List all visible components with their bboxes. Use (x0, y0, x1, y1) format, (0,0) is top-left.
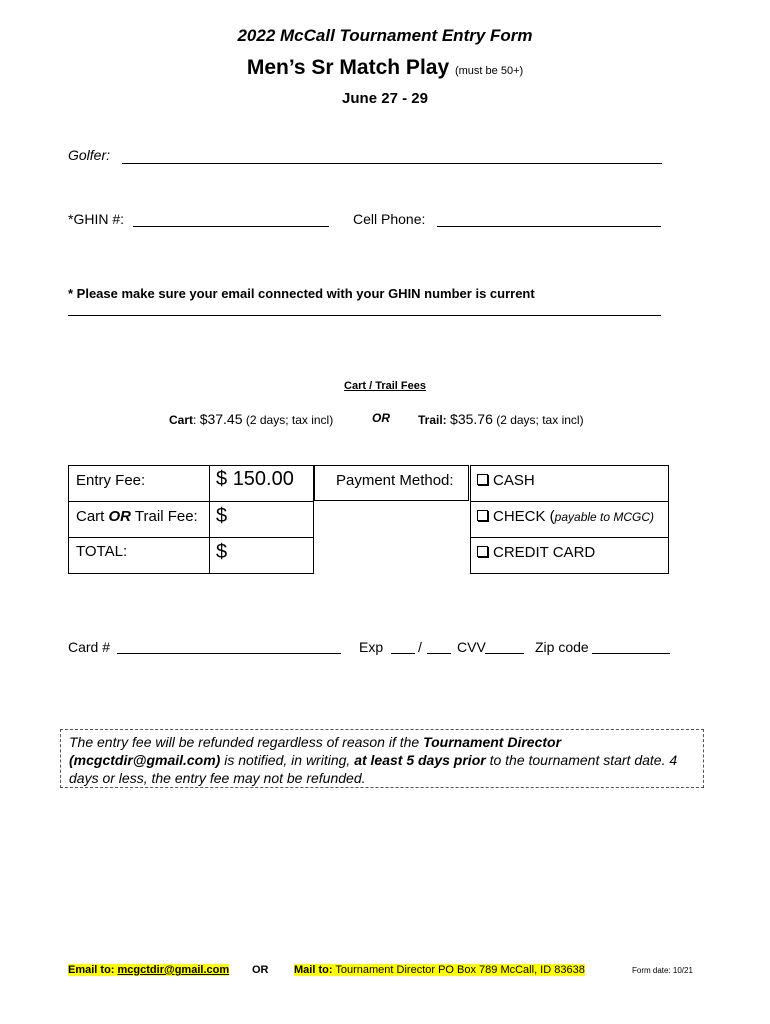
golfer-label: Golfer: (68, 147, 111, 163)
footer-email: Email to: mcgctdir@gmail.com (68, 964, 230, 976)
fee-table-col-divider (209, 465, 210, 574)
exp-year-field[interactable] (427, 653, 451, 654)
cart-trail-fee-label (76, 508, 198, 525)
cvv-field[interactable] (485, 653, 524, 654)
footer-email-label: Email to (68, 964, 111, 976)
card-number-label: Card # (68, 639, 111, 655)
email-note-line (68, 315, 661, 316)
footer-mail: Mail to: Tournament Director PO Box 789 McCall, ID 83638 (294, 964, 585, 976)
option-credit[interactable] (477, 544, 595, 561)
cell-phone-label: Cell Phone: (353, 211, 426, 227)
option-check-note: payable to MCGC) (554, 510, 655, 524)
cart-fee: Cart: $37.45 (2 days; tax incl) (169, 411, 334, 427)
credit-checkbox[interactable] (477, 546, 488, 557)
footer-email-address[interactable]: mcgctdir@gmail.com (117, 964, 230, 976)
cart-trail-pre: Cart (76, 508, 109, 525)
cvv-label: CVV (457, 639, 486, 655)
exp-month-field[interactable] (391, 653, 415, 654)
cart-fee-label: Cart (169, 413, 194, 427)
form-title: 2022 McCall Tournament Entry Form (237, 26, 533, 45)
entry-fee-value: 150.00 (232, 468, 294, 490)
footer-or: OR (252, 964, 269, 976)
zip-field[interactable] (592, 653, 670, 654)
payment-method-label: Payment Method: (336, 472, 454, 489)
option-check-label: CHECK ( (493, 508, 555, 525)
email-note: * Please make sure your email connected with your GHIN number is current (68, 286, 535, 301)
cart-trail-or: OR (108, 508, 132, 525)
cart-trail-dollar: $ (216, 505, 228, 527)
option-check[interactable] (477, 508, 654, 525)
fee-table-divider-2 (68, 537, 314, 538)
payment-options-divider-1 (470, 501, 669, 502)
entry-fee-dollar: $ (216, 468, 228, 490)
ghin-field[interactable] (133, 226, 329, 227)
cart-trail-post: Trail Fee: (131, 508, 198, 525)
cash-checkbox[interactable] (477, 474, 488, 485)
check-checkbox[interactable] (477, 510, 488, 521)
option-cash-label: CASH (493, 472, 535, 489)
refund-deadline: at least 5 days prior (354, 752, 486, 768)
total-label: TOTAL: (76, 543, 128, 560)
entry-fee-label: Entry Fee: (76, 472, 146, 489)
fees-or: OR (372, 411, 390, 425)
cart-fee-detail: (2 days; tax incl) (245, 413, 334, 427)
card-number-field[interactable] (117, 653, 341, 654)
option-cash[interactable] (477, 472, 535, 489)
footer-mail-label: Mail to (294, 964, 329, 976)
refund-text-2: is notified, in writing, (220, 752, 355, 768)
form-date: Form date: 10/21 (632, 966, 693, 975)
refund-text-1: The entry fee will be refunded regardless of reason if the (69, 734, 424, 750)
exp-separator: / (418, 639, 422, 655)
trail-fee-label: Trail: (418, 413, 447, 427)
zip-label: Zip code (535, 639, 589, 655)
cart-fee-price: $37.45 (199, 411, 243, 427)
total-dollar: $ (216, 541, 228, 563)
footer-mail-address: Tournament Director PO Box 789 McCall, ID 83638 (335, 964, 585, 976)
ghin-label: *GHIN #: (68, 211, 125, 227)
event-name: Men’s Sr Match Play (246, 56, 450, 79)
option-credit-label: CREDIT CARD (493, 544, 596, 561)
trail-fee-detail: (2 days; tax incl) (496, 413, 584, 427)
payment-options-divider-2 (470, 537, 669, 538)
trail-fee (418, 411, 584, 427)
refund-notice (60, 729, 704, 788)
refund-director: Tournament Director (mcgctdir@gmail.com) (69, 734, 562, 768)
fees-heading: Cart / Trail Fees (344, 380, 426, 392)
refund-text-3: to the tournament start date. 4 days or less, the entry fee may not be refunded. (69, 752, 678, 786)
trail-fee-price: $35.76 (450, 411, 493, 427)
event-dates: June 27 - 29 (342, 90, 428, 107)
cell-phone-field[interactable] (437, 226, 661, 227)
fee-table-divider-1 (68, 501, 314, 502)
golfer-field[interactable] (122, 163, 662, 164)
event-title (0, 56, 770, 80)
event-note: (must be 50+) (454, 65, 524, 77)
entry-fee-amount (216, 468, 294, 491)
exp-label: Exp (359, 639, 384, 655)
